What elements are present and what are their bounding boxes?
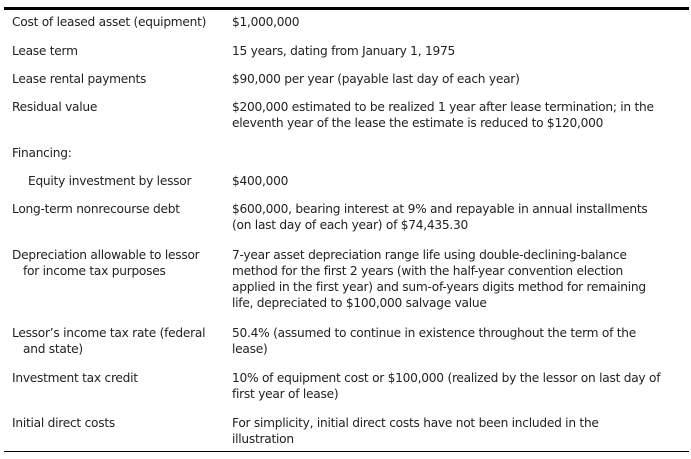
row-label-line: Residual value xyxy=(12,100,98,114)
row-value xyxy=(232,247,684,311)
row-label-line: Financing: xyxy=(12,146,72,160)
row-value xyxy=(232,99,684,131)
row-value xyxy=(232,71,684,87)
row-value-line: $400,000 xyxy=(232,174,289,188)
row-value-line: (on last day of each year) of $74,435.30 xyxy=(232,218,469,232)
row-label-line: Initial direct costs xyxy=(12,416,115,430)
row-label-line: for income tax purposes xyxy=(23,264,166,278)
row-value-line: For simplicity, initial direct costs have not been included in the xyxy=(232,416,599,430)
row-value xyxy=(232,325,684,357)
row-value xyxy=(232,370,684,402)
top-rule xyxy=(4,7,689,10)
row-value-line: applied in the first year) and sum-of-years digits method for remaining xyxy=(232,280,646,294)
row-label-line: and state) xyxy=(23,342,83,356)
row-value-line: 10% of equipment cost or $100,000 (realized by the lessor on last day of xyxy=(232,371,661,385)
row-value-line: $90,000 per year (payable last day of each year) xyxy=(232,72,520,86)
row-value xyxy=(232,43,684,59)
row-value-line: $200,000 estimated to be realized 1 year after lease termination; in the xyxy=(232,100,654,114)
row-value xyxy=(232,173,684,189)
row-value xyxy=(232,14,684,30)
row-value-line: method for the first 2 years (with the half-year convention election xyxy=(232,264,623,278)
row-value-line: 50.4% (assumed to continue in existence throughout the term of the xyxy=(232,326,637,340)
row-label xyxy=(12,325,224,357)
row-label xyxy=(12,370,224,386)
row-label-line: Lease term xyxy=(12,44,78,58)
row-value xyxy=(232,201,684,233)
row-label-line: Investment tax credit xyxy=(12,371,138,385)
row-value-line: $1,000,000 xyxy=(232,15,300,29)
row-label xyxy=(12,201,224,217)
row-label xyxy=(12,71,224,87)
row-label-line: Lessor’s income tax rate (federal xyxy=(12,326,206,340)
row-value xyxy=(232,415,684,447)
row-value-line: 7-year asset depreciation range life using double-declining-balance xyxy=(232,248,627,262)
row-label-line: Depreciation allowable to lessor xyxy=(12,248,200,262)
row-label xyxy=(12,43,224,59)
row-value-line: $600,000, bearing interest at 9% and repayable in annual installments xyxy=(232,202,648,216)
row-value-line: life, depreciated to $100,000 salvage value xyxy=(232,296,487,310)
row-label-line: Equity investment by lessor xyxy=(28,174,192,188)
row-value-line: 15 years, dating from January 1, 1975 xyxy=(232,44,455,58)
row-value-line: first year of lease) xyxy=(232,387,339,401)
bottom-rule xyxy=(4,451,689,452)
row-label-line: Cost of leased asset (equipment) xyxy=(12,15,207,29)
row-label xyxy=(12,415,224,431)
row-label-line: Long-term nonrecourse debt xyxy=(12,202,180,216)
row-label xyxy=(12,145,224,161)
row-label xyxy=(12,247,224,279)
row-value-line: eleventh year of the lease the estimate is reduced to $120,000 xyxy=(232,116,604,130)
row-label xyxy=(12,14,224,30)
row-label xyxy=(28,173,240,189)
row-value-line: illustration xyxy=(232,432,294,446)
row-label-line: Lease rental payments xyxy=(12,72,147,86)
row-value-line: lease) xyxy=(232,342,268,356)
row-label xyxy=(12,99,224,115)
